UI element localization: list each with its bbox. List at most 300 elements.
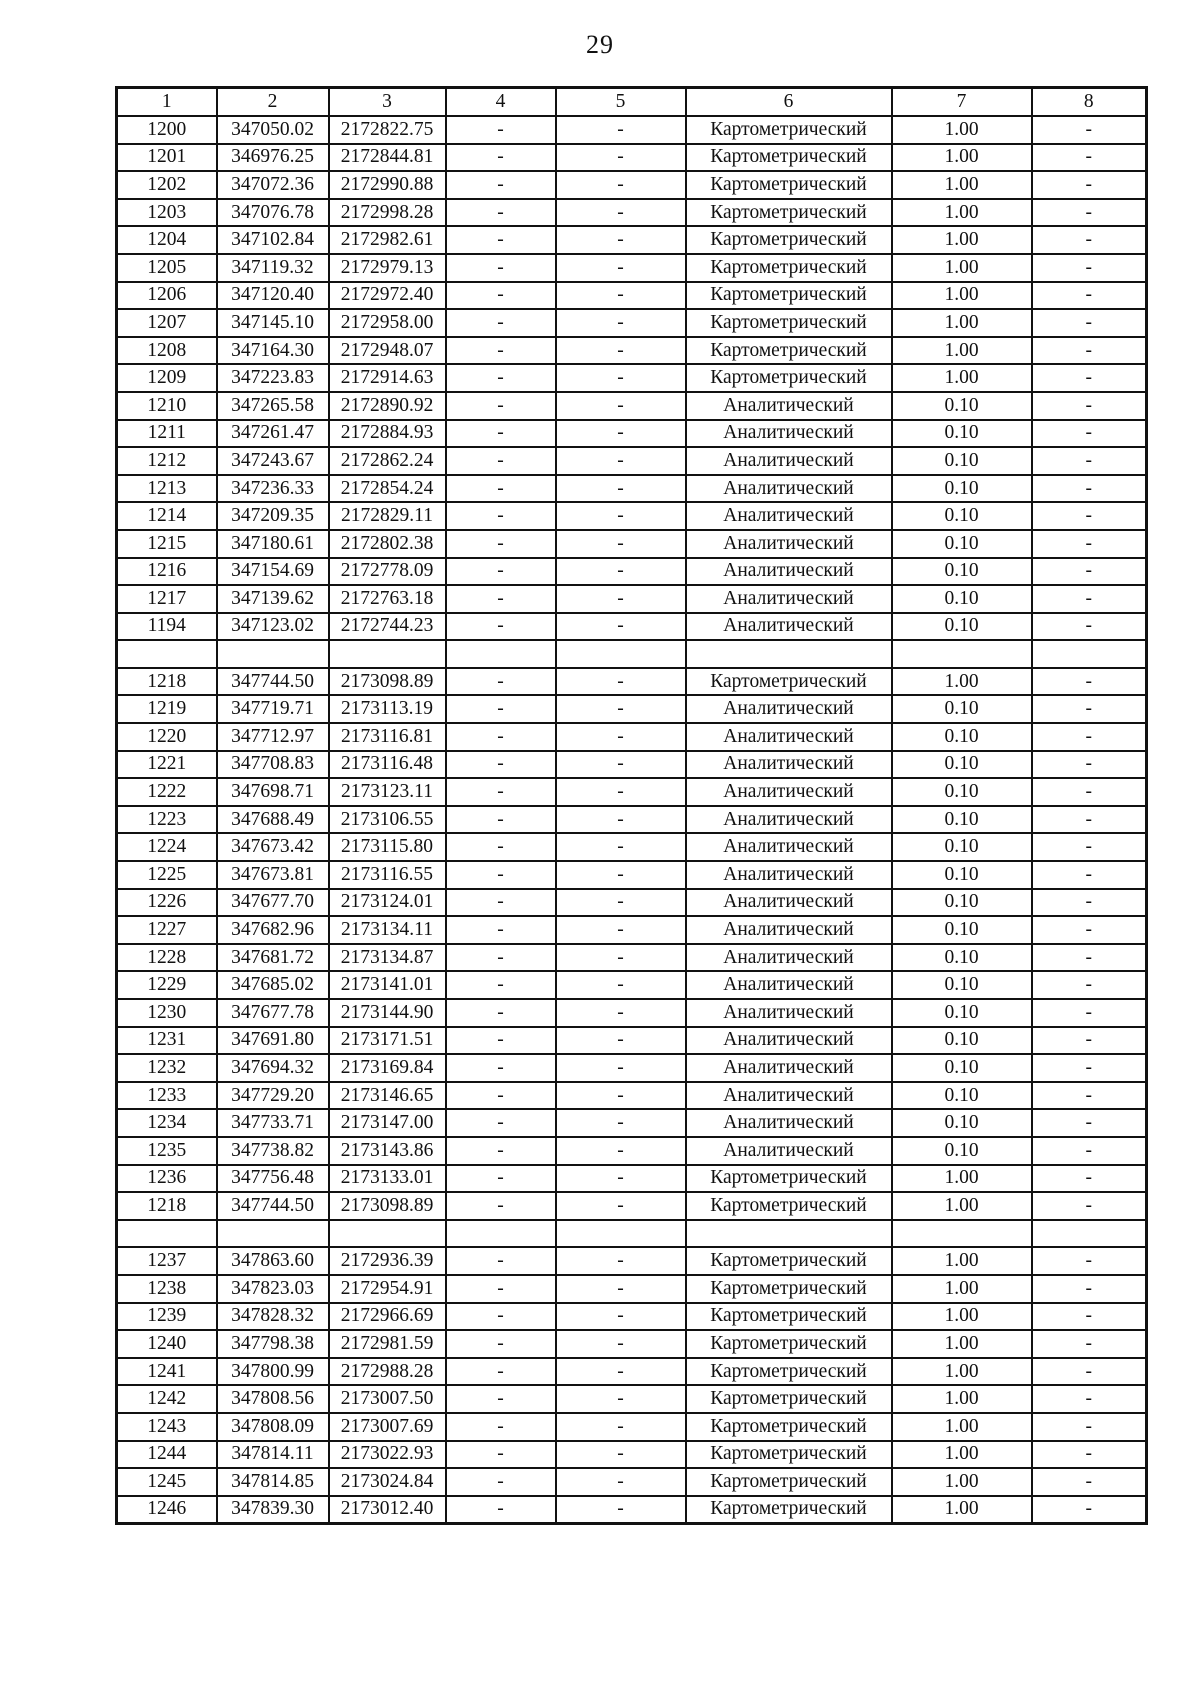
- point-number-cell: 1200: [117, 116, 217, 144]
- column-4-cell: -: [446, 1468, 556, 1496]
- table-row: [117, 282, 1147, 310]
- method-cell: Аналитический: [686, 1027, 892, 1055]
- column-5-cell: -: [556, 751, 686, 779]
- method-cell: Картометрический: [686, 1441, 892, 1469]
- table-row: [117, 668, 1147, 696]
- table-row: [117, 475, 1147, 503]
- point-number-cell: 1218: [117, 668, 217, 696]
- table-row: [117, 1275, 1147, 1303]
- method-cell: Аналитический: [686, 889, 892, 917]
- x-coordinate-cell: 347209.35: [217, 502, 329, 530]
- point-number-cell: 1203: [117, 199, 217, 227]
- method-cell: Аналитический: [686, 475, 892, 503]
- column-8-cell: -: [1032, 226, 1147, 254]
- x-coordinate-cell: 347139.62: [217, 585, 329, 613]
- accuracy-cell: 0.10: [892, 1137, 1032, 1165]
- column-4-cell: -: [446, 1165, 556, 1193]
- table-row: [117, 778, 1147, 806]
- column-5-cell: -: [556, 833, 686, 861]
- column-4-cell: -: [446, 475, 556, 503]
- method-cell: Аналитический: [686, 558, 892, 586]
- column-8-cell: -: [1032, 1468, 1147, 1496]
- column-5-cell: -: [556, 1054, 686, 1082]
- y-coordinate-cell: 2172998.28: [329, 199, 446, 227]
- y-coordinate-cell: 2172763.18: [329, 585, 446, 613]
- point-number-cell: 1244: [117, 1441, 217, 1469]
- accuracy-cell: 1.00: [892, 254, 1032, 282]
- method-cell: Картометрический: [686, 337, 892, 365]
- y-coordinate-cell: 2173124.01: [329, 889, 446, 917]
- column-4-cell: -: [446, 889, 556, 917]
- x-coordinate-cell: 347673.42: [217, 833, 329, 861]
- x-coordinate-cell: 347744.50: [217, 668, 329, 696]
- point-number-cell: 1227: [117, 916, 217, 944]
- table-row: [117, 723, 1147, 751]
- accuracy-cell: 1.00: [892, 668, 1032, 696]
- column-5-cell: -: [556, 364, 686, 392]
- point-number-cell: 1230: [117, 999, 217, 1027]
- table-row: [117, 1082, 1147, 1110]
- column-4-cell: -: [446, 668, 556, 696]
- table-row: [117, 1192, 1147, 1220]
- x-coordinate-cell: 347800.99: [217, 1358, 329, 1386]
- column-8-cell: -: [1032, 751, 1147, 779]
- accuracy-cell: 1.00: [892, 199, 1032, 227]
- header-cell-7: 7: [892, 88, 1032, 117]
- table-row: [117, 751, 1147, 779]
- column-5-cell: -: [556, 1082, 686, 1110]
- table-row: [117, 144, 1147, 172]
- method-cell: Аналитический: [686, 502, 892, 530]
- method-cell: Картометрический: [686, 282, 892, 310]
- column-5-cell: -: [556, 254, 686, 282]
- column-4-cell: -: [446, 1082, 556, 1110]
- point-number-cell: 1207: [117, 309, 217, 337]
- column-8-cell: -: [1032, 144, 1147, 172]
- column-4-cell: -: [446, 1247, 556, 1275]
- point-number-cell: 1216: [117, 558, 217, 586]
- column-5-cell: -: [556, 916, 686, 944]
- point-number-cell: 1226: [117, 889, 217, 917]
- table-row: [117, 502, 1147, 530]
- accuracy-cell: 0.10: [892, 889, 1032, 917]
- accuracy-cell: 1.00: [892, 1303, 1032, 1331]
- point-number-cell: 1209: [117, 364, 217, 392]
- point-number-cell: 1219: [117, 695, 217, 723]
- method-cell: Картометрический: [686, 1413, 892, 1441]
- table-row: [117, 1385, 1147, 1413]
- column-4-cell: -: [446, 1358, 556, 1386]
- column-4-cell: -: [446, 392, 556, 420]
- x-coordinate-cell: 347120.40: [217, 282, 329, 310]
- accuracy-cell: 1.00: [892, 1413, 1032, 1441]
- column-4-cell: -: [446, 558, 556, 586]
- column-8-cell: -: [1032, 944, 1147, 972]
- accuracy-cell: 0.10: [892, 392, 1032, 420]
- method-cell: Картометрический: [686, 1165, 892, 1193]
- accuracy-cell: 0.10: [892, 751, 1032, 779]
- method-cell: Картометрический: [686, 1275, 892, 1303]
- x-coordinate-cell: 347123.02: [217, 613, 329, 641]
- table-row: [117, 585, 1147, 613]
- x-coordinate-cell: 347712.97: [217, 723, 329, 751]
- point-number-cell: 1223: [117, 806, 217, 834]
- method-cell: Картометрический: [686, 116, 892, 144]
- table-row: [117, 1496, 1147, 1524]
- y-coordinate-cell: 2172890.92: [329, 392, 446, 420]
- column-5-cell: -: [556, 502, 686, 530]
- column-5-cell: -: [556, 530, 686, 558]
- separator-row: [117, 1220, 1147, 1248]
- point-number-cell: 1224: [117, 833, 217, 861]
- column-4-cell: [446, 640, 556, 668]
- accuracy-cell: 1.00: [892, 1247, 1032, 1275]
- column-4-cell: -: [446, 1413, 556, 1441]
- column-5-cell: -: [556, 309, 686, 337]
- method-cell: Аналитический: [686, 392, 892, 420]
- column-5-cell: -: [556, 1303, 686, 1331]
- column-4-cell: -: [446, 613, 556, 641]
- accuracy-cell: 0.10: [892, 695, 1032, 723]
- accuracy-cell: 0.10: [892, 447, 1032, 475]
- column-8-cell: -: [1032, 1137, 1147, 1165]
- point-number-cell: 1205: [117, 254, 217, 282]
- column-8-cell: -: [1032, 916, 1147, 944]
- column-8-cell: -: [1032, 116, 1147, 144]
- accuracy-cell: 0.10: [892, 1109, 1032, 1137]
- header-cell-1: 1: [117, 88, 217, 117]
- y-coordinate-cell: 2173134.11: [329, 916, 446, 944]
- y-coordinate-cell: 2172936.39: [329, 1247, 446, 1275]
- column-5-cell: -: [556, 171, 686, 199]
- y-coordinate-cell: 2173133.01: [329, 1165, 446, 1193]
- y-coordinate-cell: 2172979.13: [329, 254, 446, 282]
- column-8-cell: -: [1032, 1303, 1147, 1331]
- method-cell: Картометрический: [686, 1247, 892, 1275]
- table-row: [117, 1165, 1147, 1193]
- y-coordinate-cell: 2172822.75: [329, 116, 446, 144]
- method-cell: Аналитический: [686, 1082, 892, 1110]
- y-coordinate-cell: 2173115.80: [329, 833, 446, 861]
- column-4-cell: -: [446, 971, 556, 999]
- table-row: [117, 1330, 1147, 1358]
- y-coordinate-cell: 2173116.81: [329, 723, 446, 751]
- column-8-cell: -: [1032, 1275, 1147, 1303]
- method-cell: Картометрический: [686, 1303, 892, 1331]
- accuracy-cell: 0.10: [892, 1082, 1032, 1110]
- column-5-cell: -: [556, 282, 686, 310]
- y-coordinate-cell: 2172988.28: [329, 1358, 446, 1386]
- column-4-cell: -: [446, 116, 556, 144]
- column-5-cell: -: [556, 420, 686, 448]
- column-4-cell: -: [446, 695, 556, 723]
- method-cell: Картометрический: [686, 144, 892, 172]
- table-row: [117, 613, 1147, 641]
- accuracy-cell: 1.00: [892, 226, 1032, 254]
- y-coordinate-cell: 2173012.40: [329, 1496, 446, 1524]
- column-4-cell: -: [446, 502, 556, 530]
- method-cell: Картометрический: [686, 254, 892, 282]
- x-coordinate-cell: 347823.03: [217, 1275, 329, 1303]
- accuracy-cell: 0.10: [892, 999, 1032, 1027]
- method-cell: Картометрический: [686, 1192, 892, 1220]
- point-number-cell: 1231: [117, 1027, 217, 1055]
- x-coordinate-cell: 347265.58: [217, 392, 329, 420]
- y-coordinate-cell: 2172966.69: [329, 1303, 446, 1331]
- x-coordinate-cell: 347744.50: [217, 1192, 329, 1220]
- x-coordinate-cell: 347738.82: [217, 1137, 329, 1165]
- column-5-cell: -: [556, 861, 686, 889]
- column-4-cell: -: [446, 420, 556, 448]
- accuracy-cell: 1.00: [892, 1468, 1032, 1496]
- accuracy-cell: 0.10: [892, 585, 1032, 613]
- accuracy-cell: 0.10: [892, 916, 1032, 944]
- accuracy-cell: 1.00: [892, 144, 1032, 172]
- column-5-cell: -: [556, 1358, 686, 1386]
- point-number-cell: 1240: [117, 1330, 217, 1358]
- column-4-cell: -: [446, 1027, 556, 1055]
- column-8-cell: -: [1032, 1413, 1147, 1441]
- column-4-cell: -: [446, 916, 556, 944]
- method-cell: Картометрический: [686, 1468, 892, 1496]
- x-coordinate-cell: 347119.32: [217, 254, 329, 282]
- method-cell: Аналитический: [686, 971, 892, 999]
- y-coordinate-cell: 2173106.55: [329, 806, 446, 834]
- column-4-cell: -: [446, 806, 556, 834]
- header-row: [117, 88, 1147, 117]
- column-8-cell: -: [1032, 1027, 1147, 1055]
- method-cell: [686, 1220, 892, 1248]
- column-8-cell: -: [1032, 1496, 1147, 1524]
- point-number-cell: 1221: [117, 751, 217, 779]
- column-5-cell: -: [556, 1247, 686, 1275]
- accuracy-cell: 0.10: [892, 613, 1032, 641]
- column-8-cell: -: [1032, 833, 1147, 861]
- accuracy-cell: 0.10: [892, 558, 1032, 586]
- x-coordinate-cell: 347236.33: [217, 475, 329, 503]
- x-coordinate-cell: 347154.69: [217, 558, 329, 586]
- column-5-cell: -: [556, 806, 686, 834]
- table-row: [117, 1054, 1147, 1082]
- accuracy-cell: [892, 1220, 1032, 1248]
- column-4-cell: -: [446, 1496, 556, 1524]
- column-5-cell: -: [556, 1385, 686, 1413]
- column-5-cell: -: [556, 723, 686, 751]
- method-cell: Аналитический: [686, 806, 892, 834]
- accuracy-cell: 1.00: [892, 282, 1032, 310]
- x-coordinate-cell: 347685.02: [217, 971, 329, 999]
- point-number-cell: 1228: [117, 944, 217, 972]
- point-number-cell: 1239: [117, 1303, 217, 1331]
- method-cell: Картометрический: [686, 1385, 892, 1413]
- column-5-cell: -: [556, 199, 686, 227]
- column-8-cell: -: [1032, 309, 1147, 337]
- method-cell: Картометрический: [686, 1330, 892, 1358]
- column-5-cell: -: [556, 475, 686, 503]
- x-coordinate-cell: 347808.09: [217, 1413, 329, 1441]
- accuracy-cell: 1.00: [892, 1441, 1032, 1469]
- column-8-cell: -: [1032, 778, 1147, 806]
- table-row: [117, 1441, 1147, 1469]
- point-number-cell: 1238: [117, 1275, 217, 1303]
- y-coordinate-cell: 2173098.89: [329, 1192, 446, 1220]
- column-5-cell: -: [556, 447, 686, 475]
- x-coordinate-cell: 347243.67: [217, 447, 329, 475]
- y-coordinate-cell: 2173147.00: [329, 1109, 446, 1137]
- table-row: [117, 1137, 1147, 1165]
- table-row: [117, 530, 1147, 558]
- column-4-cell: -: [446, 1137, 556, 1165]
- x-coordinate-cell: 347798.38: [217, 1330, 329, 1358]
- method-cell: Аналитический: [686, 778, 892, 806]
- point-number-cell: 1208: [117, 337, 217, 365]
- accuracy-cell: 1.00: [892, 1275, 1032, 1303]
- header-cell-8: 8: [1032, 88, 1147, 117]
- x-coordinate-cell: 347814.85: [217, 1468, 329, 1496]
- accuracy-cell: 0.10: [892, 475, 1032, 503]
- column-8-cell: -: [1032, 668, 1147, 696]
- point-number-cell: 1229: [117, 971, 217, 999]
- column-4-cell: -: [446, 144, 556, 172]
- point-number-cell: [117, 640, 217, 668]
- accuracy-cell: 1.00: [892, 1165, 1032, 1193]
- column-5-cell: -: [556, 613, 686, 641]
- column-4-cell: -: [446, 723, 556, 751]
- accuracy-cell: 1.00: [892, 1330, 1032, 1358]
- column-4-cell: -: [446, 199, 556, 227]
- accuracy-cell: 0.10: [892, 778, 1032, 806]
- column-8-cell: -: [1032, 695, 1147, 723]
- column-5-cell: -: [556, 337, 686, 365]
- column-8-cell: -: [1032, 1165, 1147, 1193]
- y-coordinate-cell: 2173141.01: [329, 971, 446, 999]
- x-coordinate-cell: [217, 1220, 329, 1248]
- method-cell: [686, 640, 892, 668]
- method-cell: Картометрический: [686, 309, 892, 337]
- table-row: [117, 1303, 1147, 1331]
- column-5-cell: -: [556, 668, 686, 696]
- point-number-cell: 1235: [117, 1137, 217, 1165]
- x-coordinate-cell: 347808.56: [217, 1385, 329, 1413]
- y-coordinate-cell: 2172854.24: [329, 475, 446, 503]
- accuracy-cell: 1.00: [892, 309, 1032, 337]
- header-cell-4: 4: [446, 88, 556, 117]
- y-coordinate-cell: 2173134.87: [329, 944, 446, 972]
- table-row: [117, 420, 1147, 448]
- method-cell: Картометрический: [686, 364, 892, 392]
- column-8-cell: -: [1032, 806, 1147, 834]
- accuracy-cell: 1.00: [892, 364, 1032, 392]
- header-cell-6: 6: [686, 88, 892, 117]
- column-8-cell: [1032, 1220, 1147, 1248]
- column-4-cell: [446, 1220, 556, 1248]
- point-number-cell: 1242: [117, 1385, 217, 1413]
- y-coordinate-cell: 2172829.11: [329, 502, 446, 530]
- x-coordinate-cell: 347145.10: [217, 309, 329, 337]
- point-number-cell: 1210: [117, 392, 217, 420]
- x-coordinate-cell: 347756.48: [217, 1165, 329, 1193]
- accuracy-cell: 0.10: [892, 944, 1032, 972]
- column-4-cell: -: [446, 861, 556, 889]
- x-coordinate-cell: 347261.47: [217, 420, 329, 448]
- table-row: [117, 944, 1147, 972]
- column-4-cell: -: [446, 1192, 556, 1220]
- table-row: [117, 199, 1147, 227]
- column-8-cell: -: [1032, 1192, 1147, 1220]
- point-number-cell: 1234: [117, 1109, 217, 1137]
- y-coordinate-cell: 2172778.09: [329, 558, 446, 586]
- accuracy-cell: 1.00: [892, 116, 1032, 144]
- point-number-cell: 1215: [117, 530, 217, 558]
- y-coordinate-cell: [329, 640, 446, 668]
- table-row: [117, 861, 1147, 889]
- x-coordinate-cell: 347719.71: [217, 695, 329, 723]
- method-cell: Картометрический: [686, 1496, 892, 1524]
- point-number-cell: 1246: [117, 1496, 217, 1524]
- table-body: [117, 116, 1147, 1524]
- y-coordinate-cell: 2173113.19: [329, 695, 446, 723]
- y-coordinate-cell: 2173171.51: [329, 1027, 446, 1055]
- method-cell: Аналитический: [686, 944, 892, 972]
- column-5-cell: -: [556, 999, 686, 1027]
- table-row: [117, 1468, 1147, 1496]
- column-8-cell: -: [1032, 1358, 1147, 1386]
- accuracy-cell: 0.10: [892, 420, 1032, 448]
- x-coordinate-cell: 347673.81: [217, 861, 329, 889]
- column-4-cell: -: [446, 364, 556, 392]
- x-coordinate-cell: 347180.61: [217, 530, 329, 558]
- y-coordinate-cell: 2172972.40: [329, 282, 446, 310]
- table-row: [117, 116, 1147, 144]
- x-coordinate-cell: 347729.20: [217, 1082, 329, 1110]
- column-8-cell: -: [1032, 502, 1147, 530]
- column-5-cell: -: [556, 971, 686, 999]
- x-coordinate-cell: 347076.78: [217, 199, 329, 227]
- column-5-cell: -: [556, 778, 686, 806]
- column-4-cell: -: [446, 1330, 556, 1358]
- method-cell: Картометрический: [686, 171, 892, 199]
- column-8-cell: -: [1032, 889, 1147, 917]
- column-8-cell: -: [1032, 199, 1147, 227]
- point-number-cell: 1241: [117, 1358, 217, 1386]
- column-5-cell: -: [556, 1165, 686, 1193]
- accuracy-cell: 1.00: [892, 171, 1032, 199]
- point-number-cell: 1245: [117, 1468, 217, 1496]
- method-cell: Аналитический: [686, 916, 892, 944]
- y-coordinate-cell: 2173022.93: [329, 1441, 446, 1469]
- x-coordinate-cell: 347698.71: [217, 778, 329, 806]
- method-cell: Аналитический: [686, 530, 892, 558]
- column-8-cell: -: [1032, 723, 1147, 751]
- header-cell-3: 3: [329, 88, 446, 117]
- column-4-cell: -: [446, 751, 556, 779]
- column-5-cell: -: [556, 1441, 686, 1469]
- y-coordinate-cell: 2172844.81: [329, 144, 446, 172]
- point-number-cell: 1206: [117, 282, 217, 310]
- x-coordinate-cell: 347072.36: [217, 171, 329, 199]
- column-8-cell: -: [1032, 337, 1147, 365]
- column-5-cell: -: [556, 116, 686, 144]
- y-coordinate-cell: 2172982.61: [329, 226, 446, 254]
- y-coordinate-cell: 2173169.84: [329, 1054, 446, 1082]
- x-coordinate-cell: 347164.30: [217, 337, 329, 365]
- point-number-cell: 1202: [117, 171, 217, 199]
- method-cell: Картометрический: [686, 1358, 892, 1386]
- point-number-cell: 1220: [117, 723, 217, 751]
- x-coordinate-cell: 347688.49: [217, 806, 329, 834]
- column-5-cell: [556, 1220, 686, 1248]
- y-coordinate-cell: 2172981.59: [329, 1330, 446, 1358]
